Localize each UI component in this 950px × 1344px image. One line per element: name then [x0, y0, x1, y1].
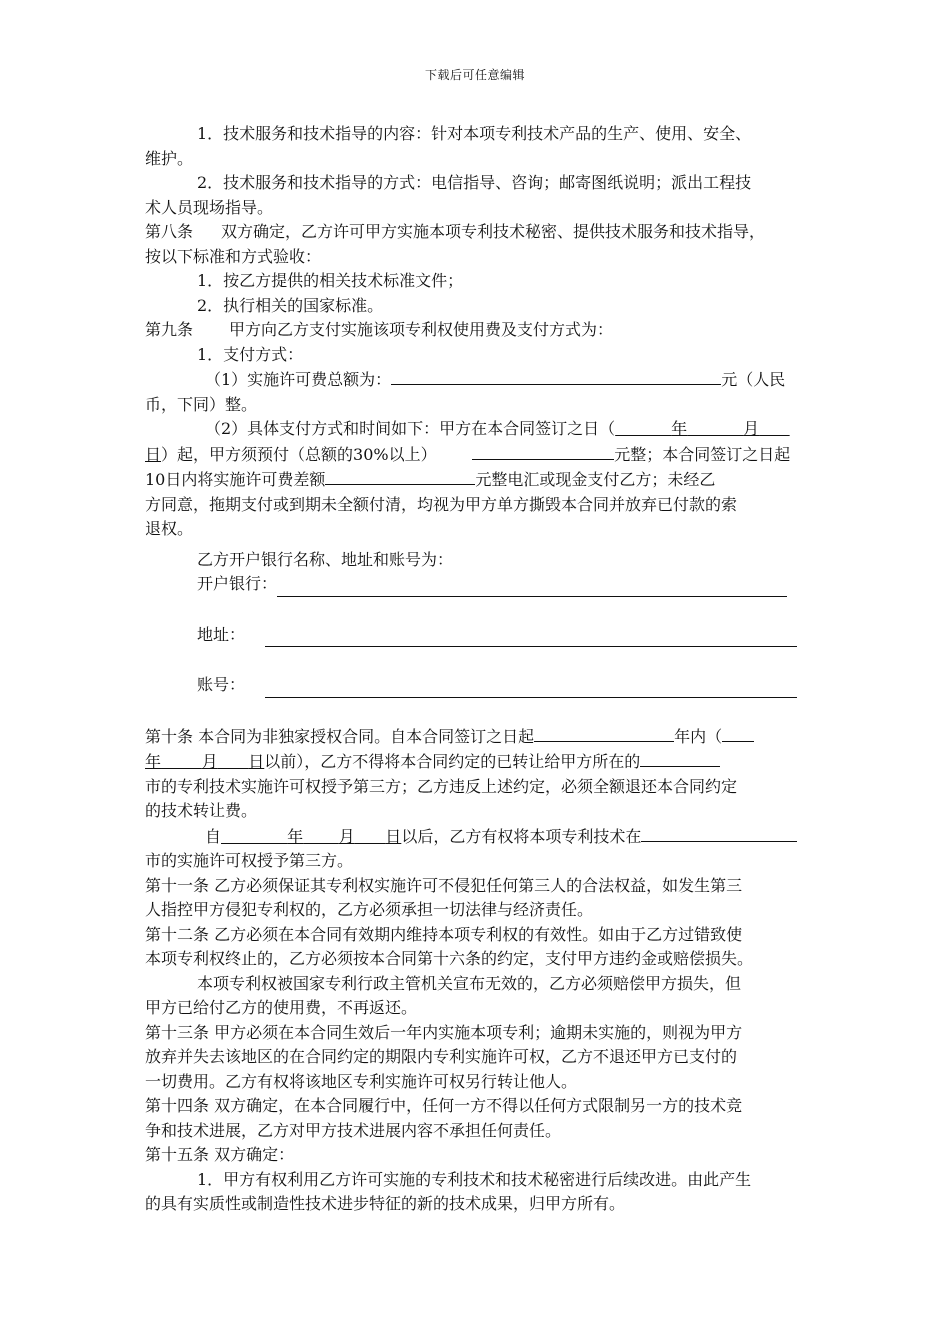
paragraph: 1．按乙方提供的相关技术标准文件； [197, 271, 464, 290]
paragraph: 甲方已给付乙方的使用费，不再返还。 [145, 998, 418, 1017]
paragraph: 日）起，甲方须预付（总额的30%以上） 元整；本合同签订之日起 [145, 442, 810, 468]
paragraph: （2）具体支付方式和时间如下：甲方在本合同签订之日（ 年 月 [145, 417, 810, 442]
blank-city-2[interactable] [641, 824, 797, 842]
article-9: 第九条 甲方向乙方支付实施该项专利权使用费及支付方式为： [145, 320, 614, 339]
paragraph: 1．甲方有权利用乙方许可实施的专利技术和技术秘密进行后续改进。由此产生 [197, 1169, 752, 1189]
paragraph: 退权。 [145, 519, 194, 538]
paragraph: 人指控甲方侵犯专利权的，乙方必须承担一切法律与经济责任。 [145, 900, 594, 919]
article-11: 第十一条 乙方必须保证其专利权实施许可不侵犯任何第三人的合法权益，如发生第三 [145, 875, 743, 895]
paragraph: 争和技术进展，乙方对甲方技术进展内容不承担任何责任。 [145, 1120, 562, 1140]
contract-body [145, 122, 810, 1217]
bank-address-row: 地址： [145, 623, 810, 648]
paragraph: 币，下同）整。 [145, 394, 258, 414]
page-header: 下载后可任意编辑 [424, 68, 525, 82]
paragraph: 的技术转让费。 [145, 801, 258, 820]
paragraph: 乙方开户银行名称、地址和账号为： [197, 549, 454, 569]
paragraph: 术人员现场指导。 [145, 197, 274, 217]
article-10: 第十条 本合同为非独家授权合同。自本合同签订之日起 年内（ [145, 724, 810, 750]
paragraph: 的具有实质性或制造性技术进步特征的新的技术成果，归甲方所有。 [145, 1194, 626, 1213]
blank-city[interactable] [640, 749, 720, 767]
blank-prepay[interactable] [472, 442, 614, 460]
article-13: 第十三条 甲方必须在本合同生效后一年内实施本项专利；逾期未实施的，则视为甲方 [145, 1022, 743, 1042]
paragraph: 10日内将实施许可费差额 元整电汇或现金支付乙方；未经乙 [145, 467, 810, 493]
article-15: 第十五条 双方确定： [145, 1145, 295, 1164]
paragraph: 自 年 月 日以后，乙方有权将本项专利技术在 [145, 824, 810, 850]
paragraph: 维护。 [145, 148, 194, 168]
paragraph: 2．技术服务和技术指导的方式：电信指导、咨询；邮寄图纸说明；派出工程技 [197, 173, 752, 192]
paragraph: 方同意，拖期支付或到期未全额付清，均视为甲方单方撕毁本合同并放弃已付款的索 [145, 494, 738, 514]
blank-bank-address[interactable] [265, 629, 797, 647]
blank-years[interactable] [534, 724, 674, 742]
paragraph: 年 月 日以前），乙方不得将本合同约定的已转让给甲方所在的 [145, 749, 810, 775]
paragraph: 一切费用。乙方有权将该地区专利实施许可权另行转让他人。 [145, 1071, 578, 1091]
paragraph: 2．执行相关的国家标准。 [197, 295, 384, 315]
paragraph: 1．技术服务和技术指导的内容：针对本项专利技术产品的生产、使用、安全、 [197, 124, 752, 143]
paragraph: 1．支付方式： [197, 344, 304, 364]
blank-date[interactable]: 年 月 [671, 419, 760, 438]
paragraph: 放弃并失去该地区的在合同约定的期限内专利实施许可权，乙方不退还甲方已支付的 [145, 1047, 738, 1066]
blank-total-fee[interactable] [391, 367, 721, 385]
article-12: 第十二条 乙方必须在本合同有效期内维持本项专利权的有效性。如由于乙方过错致使 [145, 924, 743, 944]
blank-date-start[interactable] [722, 724, 754, 742]
article-8: 第八条 双方确定，乙方许可甲方实施本项专利技术秘密、提供技术服务和技术指导， [145, 222, 766, 241]
paragraph: 市的专利技术实施许可权授予第三方；乙方违反上述约定，必须全额退还本合同约定 [145, 776, 738, 796]
blank-bank-name[interactable] [277, 579, 787, 597]
paragraph: 市的实施许可权授予第三方。 [145, 851, 354, 870]
paragraph: 本项专利权终止的，乙方必须按本合同第十六条的约定，支付甲方违约金或赔偿损失。 [145, 949, 754, 968]
paragraph: （1）实施许可费总额为： 元（人民 [145, 367, 810, 393]
bank-account-row: 账号： [145, 673, 810, 698]
paragraph: 本项专利权被国家专利行政主管机关宣布无效的，乙方必须赔偿甲方损失，但 [197, 973, 742, 993]
blank-balance[interactable] [325, 467, 475, 485]
blank-date[interactable]: 年 月 日 [145, 752, 265, 771]
paragraph: 按以下标准和方式验收： [145, 246, 322, 266]
article-14: 第十四条 双方确定，在本合同履行中，任何一方不得以任何方式限制另一方的技术竞 [145, 1096, 743, 1115]
article-label: 第九条 [145, 320, 194, 339]
bank-name-row: 开户银行： [145, 572, 810, 597]
blank-date[interactable]: 年 月 日 [287, 826, 402, 846]
blank-bank-account[interactable] [265, 680, 797, 698]
article-label: 第八条 [145, 222, 194, 241]
